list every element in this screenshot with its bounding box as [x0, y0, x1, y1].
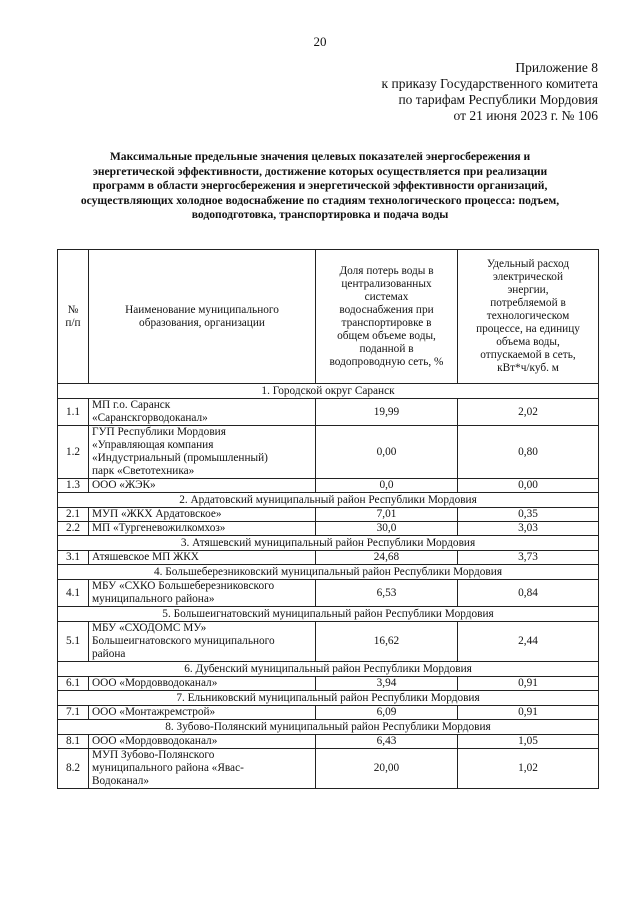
- appendix-line: от 21 июня 2023 г. № 106: [453, 108, 598, 123]
- row-number: 2.1: [58, 508, 89, 522]
- header-water-loss: [316, 250, 458, 384]
- header-line: процессе, на единицу: [476, 323, 580, 335]
- table-row: [58, 580, 599, 607]
- water-loss-value: 16,62: [316, 622, 458, 662]
- header-line: водоснабжения при: [339, 303, 434, 316]
- organization-name-line: Большеигнатовского муниципального: [92, 635, 275, 647]
- organization-name: [89, 580, 316, 607]
- electricity-value: 1,02: [458, 749, 599, 789]
- organization-name-line: МУП «ЖКХ Ардатовское»: [92, 508, 222, 520]
- title-line: Максимальные предельные значения целевых показателей энергосбережения и: [109, 150, 531, 163]
- organization-name-line: муниципального района «Явас-: [92, 762, 244, 774]
- organization-name: [89, 551, 316, 565]
- water-loss-value: 0,0: [316, 479, 458, 493]
- header-line: транспортировке в: [341, 316, 432, 329]
- table-row: [58, 749, 599, 789]
- table-row: [58, 551, 599, 565]
- organization-name-line: «Индустриальный (промышленный): [92, 452, 268, 464]
- header-electricity: [458, 250, 599, 384]
- organization-name-line: муниципального района»: [92, 593, 215, 605]
- table-row: [58, 622, 599, 662]
- water-loss-value: 19,99: [316, 399, 458, 426]
- row-number: 1.3: [58, 479, 89, 493]
- organization-name-line: ООО «Монтажремстрой»: [92, 706, 216, 718]
- organization-name-line: ООО «Мордовводоканал»: [92, 735, 218, 747]
- electricity-value: 2,44: [458, 622, 599, 662]
- water-loss-value: 30,0: [316, 522, 458, 536]
- electricity-value: 3,73: [458, 551, 599, 565]
- electricity-value: 0,80: [458, 426, 599, 479]
- organization-name: [89, 399, 316, 426]
- organization-name-line: Атяшевское МП ЖКХ: [92, 551, 199, 563]
- electricity-value: 0,84: [458, 580, 599, 607]
- indicators-table: [57, 249, 599, 789]
- row-number: 2.2: [58, 522, 89, 536]
- table-row: [58, 399, 599, 426]
- group-title: 4. Большеберезниковский муниципальный район Республики Мордовия: [58, 565, 599, 580]
- table-row: [58, 479, 599, 493]
- electricity-value: 0,35: [458, 508, 599, 522]
- group-row: [58, 607, 599, 622]
- row-number: 8.1: [58, 735, 89, 749]
- water-loss-value: 3,94: [316, 677, 458, 691]
- row-number: 7.1: [58, 706, 89, 720]
- organization-name-line: «Саранскгорводоканал»: [92, 412, 208, 424]
- group-title: 3. Атяшевский муниципальный район Республики Мордовия: [58, 536, 599, 551]
- header-line: электрической: [492, 271, 563, 283]
- organization-name-line: ГУП Республики Мордовия: [92, 426, 226, 438]
- electricity-value: 0,00: [458, 479, 599, 493]
- header-line: Доля потерь воды в: [339, 264, 434, 277]
- header-line: №: [67, 303, 79, 316]
- header-line: Наименование муниципального: [125, 303, 279, 316]
- organization-name-line: Водоканал»: [92, 775, 150, 787]
- title-line: водоподготовка, транспортировка и подача воды: [191, 208, 449, 222]
- organization-name-line: МБУ «СХКО Большеберезниковского: [92, 580, 275, 592]
- group-title: 6. Дубенский муниципальный район Республики Мордовия: [58, 662, 599, 677]
- organization-name-line: парк «Светотехника»: [92, 465, 195, 477]
- water-loss-value: 0,00: [316, 426, 458, 479]
- table-body: [58, 384, 599, 789]
- table-row: [58, 735, 599, 749]
- header-line: отпускаемой в сеть,: [480, 349, 576, 361]
- organization-name-line: ООО «ЖЭК»: [92, 479, 156, 491]
- appendix-line: к приказу Государственного комитета: [381, 76, 598, 91]
- appendix-block: [382, 60, 598, 124]
- title-line: энергетической эффективности, достижение которых осуществляется при реализации: [92, 164, 548, 178]
- water-loss-value: 6,53: [316, 580, 458, 607]
- water-loss-value: 24,68: [316, 551, 458, 565]
- page-number: 20: [313, 34, 327, 49]
- header-line: поданной в: [359, 342, 414, 355]
- header-line: образования, организации: [139, 316, 265, 329]
- water-loss-value: 6,09: [316, 706, 458, 720]
- electricity-value: 1,05: [458, 735, 599, 749]
- row-number: 6.1: [58, 677, 89, 691]
- organization-name: [89, 706, 316, 720]
- header-line: общем объеме воды,: [337, 329, 436, 342]
- organization-name: [89, 622, 316, 662]
- header-line: водопроводную сеть, %: [329, 355, 444, 368]
- electricity-value: 0,91: [458, 706, 599, 720]
- header-line: п/п: [65, 316, 81, 329]
- title-line: программ в области энергосбережения и энергетической эффективности организаций,: [92, 179, 548, 193]
- table-row: [58, 522, 599, 536]
- group-row: [58, 662, 599, 677]
- header-line: объема воды,: [496, 336, 560, 348]
- header-line: системах: [364, 290, 409, 303]
- electricity-value: 3,03: [458, 522, 599, 536]
- table-header-row: [58, 250, 599, 384]
- header-line: технологическом: [486, 310, 570, 322]
- organization-name: [89, 426, 316, 479]
- organization-name: [89, 677, 316, 691]
- row-number: 3.1: [58, 551, 89, 565]
- group-row: [58, 493, 599, 508]
- organization-name-line: МП «Тургеневожилкомхоз»: [92, 522, 226, 534]
- title-line: осуществляющих холодное водоснабжение по стадиям технологического процесса: подъем,: [80, 193, 560, 207]
- header-number: [58, 250, 89, 384]
- group-title: 8. Зубово-Полянский муниципальный район Республики Мордовия: [58, 720, 599, 735]
- header-line: кВт*ч/куб. м: [497, 362, 559, 374]
- electricity-value: 0,91: [458, 677, 599, 691]
- organization-name-line: МБУ «СХОДОМС МУ»: [92, 622, 207, 634]
- water-loss-value: 7,01: [316, 508, 458, 522]
- electricity-value: 2,02: [458, 399, 599, 426]
- organization-name-line: МУП Зубово-Полянского: [92, 749, 215, 761]
- row-number: 8.2: [58, 749, 89, 789]
- group-row: [58, 691, 599, 706]
- water-loss-value: 6,43: [316, 735, 458, 749]
- water-loss-value: 20,00: [316, 749, 458, 789]
- table-row: [58, 426, 599, 479]
- document-title: [50, 150, 590, 223]
- table-row: [58, 508, 599, 522]
- appendix-line: по тарифам Республики Мордовия: [398, 92, 598, 107]
- header-line: Удельный расход: [486, 258, 570, 270]
- header-name: [89, 250, 316, 384]
- group-row: [58, 720, 599, 735]
- row-number: 1.2: [58, 426, 89, 479]
- organization-name-line: ООО «Мордовводоканал»: [92, 677, 218, 689]
- appendix-line: Приложение 8: [515, 60, 598, 75]
- header-line: энергии,: [507, 284, 549, 296]
- group-row: [58, 384, 599, 399]
- row-number: 4.1: [58, 580, 89, 607]
- group-title: 5. Большеигнатовский муниципальный район Республики Мордовия: [58, 607, 599, 622]
- organization-name-line: «Управляющая компания: [92, 439, 214, 451]
- row-number: 1.1: [58, 399, 89, 426]
- group-title: 7. Ельниковский муниципальный район Республики Мордовия: [58, 691, 599, 706]
- organization-name: [89, 749, 316, 789]
- group-title: 2. Ардатовский муниципальный район Республики Мордовия: [58, 493, 599, 508]
- organization-name-line: МП г.о. Саранск: [92, 399, 171, 411]
- table-row: [58, 706, 599, 720]
- row-number: 5.1: [58, 622, 89, 662]
- header-line: потребляемой в: [490, 297, 566, 309]
- organization-name: [89, 522, 316, 536]
- group-row: [58, 565, 599, 580]
- organization-name: [89, 735, 316, 749]
- organization-name-line: района: [92, 648, 126, 660]
- group-row: [58, 536, 599, 551]
- group-title: 1. Городской округ Саранск: [58, 384, 599, 399]
- organization-name: [89, 479, 316, 493]
- table-row: [58, 677, 599, 691]
- organization-name: [89, 508, 316, 522]
- header-line: централизованных: [341, 277, 432, 290]
